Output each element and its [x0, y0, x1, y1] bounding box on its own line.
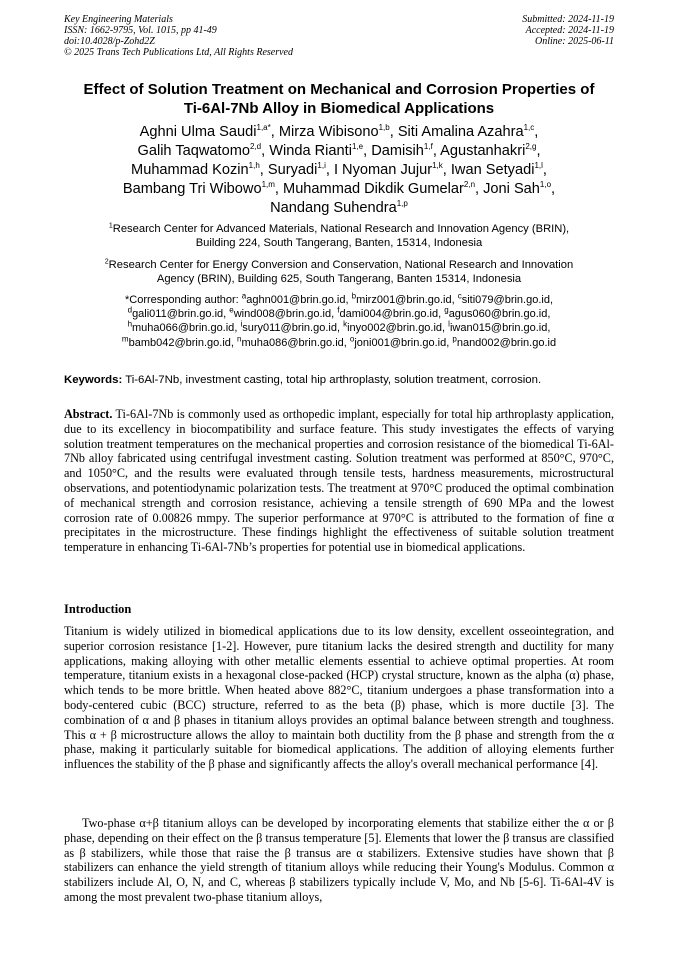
author-name: Damisih	[371, 143, 424, 159]
author-name: Winda Rianti	[269, 143, 352, 159]
accepted-date: Accepted: 2024-11-19	[525, 25, 614, 36]
email-address[interactable]: joni001@brin.go.id	[354, 336, 447, 349]
title-line-1: Effect of Solution Treatment on Mechanical and Corrosion Properties of	[83, 81, 595, 98]
email-marker: m	[121, 333, 129, 343]
author-name: Suryadi	[267, 162, 318, 178]
email-address[interactable]: dami004@brin.go.id	[339, 308, 439, 321]
author-name: Aghni Ulma Saudi	[139, 124, 257, 140]
email-address[interactable]: inyo002@brin.go.id	[347, 322, 443, 335]
affiliation-2	[64, 258, 614, 286]
author-affiliation-marker: 2,g	[525, 142, 537, 152]
author-affiliation-marker: 1,p	[396, 199, 408, 209]
introduction-paragraph-1: Titanium is widely utilized in biomedical applications due to its low density, excellent osseointegration, and superior corrosion resistance [1-2]. However, pure titanium lacks the desired strength and ductility for many applications, making alloying with other metallic elements essential to achieve optimal properties. At room temperature, titanium exists in a hexagonal close-packed (HCP) crystal structure, known as the alpha (α) phase, which tends to be more brittle. When heated above 882°C, titanium undergoes a phase transformation into a body-centered cubic (BCC) structure, referred to as the beta (β) phase, which is more ductile [3]. The combination of α and β phases in titanium alloys provides an optimal balance between strength and toughness. This α + β microstructure allows the alloy to maintain both ductility from the β phase and strength from the α phase, making it particularly suitable for biomedical applications. The addition of alloying elements further influences the stability of the β phase and significantly affects the alloy's overall mechanical performance [4].	[64, 624, 614, 772]
email-address[interactable]: siti079@brin.go.id	[461, 294, 550, 306]
author-name: Galih Taqwatomo	[137, 143, 250, 159]
email-marker: d	[127, 305, 133, 315]
email-address[interactable]: iwan015@brin.go.id	[449, 322, 548, 335]
issn-line: ISSN: 1662-9795, Vol. 1015, pp 41-49	[64, 25, 217, 36]
email-marker: f	[337, 305, 340, 315]
abstract	[64, 407, 614, 555]
keywords-text: Ti-6Al-7Nb, investment casting, total hip arthroplasty, solution treatment, corrosion.	[122, 374, 542, 386]
doi-line: doi:10.4028/p-Zohd2Z	[64, 36, 155, 47]
affiliation-1-line-2: Building 224, South Tangerang, Banten, 15314, Indonesia	[195, 237, 483, 249]
journal-header-right	[522, 14, 614, 47]
author-affiliation-marker: 1,m	[261, 180, 275, 190]
introduction-heading: Introduction	[64, 602, 132, 616]
author-name: Nandang Suhendra	[270, 200, 397, 216]
author-name: Mirza Wibisono	[278, 124, 379, 140]
email-marker: p	[452, 333, 457, 343]
introduction-paragraph-2: Two-phase α+β titanium alloys can be developed by incorporating elements that stabilize either the α or β phase, depending on their effect on the β transus temperature [5]. Elements that lower the β transus are classified as β stabilizers, while those that raise the β transus are α stabilizers. Extensive studies have shown that β stabilizers can enhance the yield strength of titanium alloys while reducing their Young's Modulus. Common α stabilizers include Al, O, N, and C, whereas β stabilizers typically include V, Mo, and Nb [5-6]. Ti-6Al-4V is among the most prevalent two-phase titanium alloys,	[64, 816, 614, 904]
keywords	[64, 373, 614, 387]
author-name: Muhammad Dikdik Gumelar	[283, 181, 464, 197]
author-name: Agustanhakri	[440, 143, 526, 159]
email-marker: h	[127, 319, 133, 329]
author-affiliation-marker: 1,l	[534, 161, 543, 171]
email-address[interactable]: aghn001@brin.go.id	[246, 294, 346, 306]
affiliation-1-line-1: Research Center for Advanced Materials, National Research and Innovation Agency (BRIN),	[112, 223, 570, 235]
affiliation-2-line-1: Research Center for Energy Conversion and Conservation, National Research and Innovation	[108, 259, 574, 271]
email-marker: b	[351, 291, 357, 301]
title-line-2: Ti-6Al-7Nb Alloy in Biomedical Applications	[183, 100, 495, 117]
abstract-label: Abstract.	[64, 407, 113, 421]
email-marker: n	[237, 333, 242, 343]
email-address[interactable]: wind008@brin.go.id	[233, 308, 332, 321]
email-address[interactable]: muha066@brin.go.id	[132, 322, 235, 335]
email-marker: c	[457, 291, 462, 301]
author-name: Muhammad Kozin	[131, 162, 249, 178]
author-affiliation-marker: 1,e	[351, 142, 364, 152]
author-affiliation-marker: 1,a*	[256, 123, 271, 133]
author-affiliation-marker: 1,f	[423, 142, 433, 152]
copyright-line: © 2025 Trans Tech Publications Ltd, All Rights Reserved	[64, 47, 293, 58]
author-affiliation-marker: 1,h	[248, 161, 260, 171]
email-marker: k	[343, 319, 348, 329]
email-address[interactable]: sury011@brin.go.id	[242, 322, 337, 335]
affiliation-2-marker: 2	[104, 258, 109, 266]
affiliation-2-line-2: Agency (BRIN), Building 625, South Tangerang, Banten 15314, Indonesia	[156, 273, 522, 285]
affiliation-1-marker: 1	[108, 222, 113, 230]
author-affiliation-marker: 1,o	[539, 180, 552, 190]
author-affiliation-marker: 2,d	[249, 142, 262, 152]
keywords-label: Keywords:	[64, 374, 123, 386]
author-affiliation-marker: 1,i	[317, 161, 326, 171]
email-address[interactable]: mirz001@brin.go.id	[356, 294, 452, 306]
email-address[interactable]: bamb042@brin.go.id	[128, 336, 231, 349]
author-name: Iwan Setyadi	[450, 162, 535, 178]
corresponding-label: *Corresponding author:	[124, 294, 242, 306]
author-affiliation-marker: 1,b	[378, 123, 390, 133]
email-address[interactable]: nand002@brin.go.id	[456, 336, 557, 349]
online-date: Online: 2025-06-11	[535, 36, 614, 47]
email-marker: i	[240, 319, 243, 329]
email-marker: g	[444, 305, 449, 315]
journal-header-left	[64, 14, 293, 58]
author-name: Siti Amalina Azahra	[397, 124, 524, 140]
submitted-date: Submitted: 2024-11-19	[522, 14, 614, 25]
email-marker: o	[349, 333, 355, 343]
email-marker: l	[448, 319, 450, 329]
email-address[interactable]: muha086@brin.go.id	[241, 336, 344, 349]
paper-title	[40, 80, 638, 118]
corresponding-emails: *Corresponding author: $^a$aghn001@brin.go.id, $^b$mirz001@brin.go.id, $^c$siti079@brin.go.id, $^d$gali011@brin.go.id, $^e$wind008@brin.go.id, $^f$dami004@brin.go.id, $^g$agus060@brin.go.id, $^h$muha066@brin.go.id, $^i$sury011@brin.go.id, $^k$inyo002@brin.go.id, $^l$iwan015@brin.go.id, $^m$bamb042@brin.go.id, $^n$muha086@brin.go.id, $^o$joni001@brin.go.id, $^p$nand002@brin.go.id	[121, 291, 557, 349]
email-address[interactable]: gali011@brin.go.id	[132, 308, 224, 321]
author-affiliation-marker: 1,c	[523, 123, 535, 133]
author-name: I Nyoman Jujur	[333, 162, 433, 178]
author-affiliation-marker: 2,n	[463, 180, 476, 190]
abstract-text: Ti-6Al-7Nb is commonly used as orthopedic implant, especially for total hip arthroplasty application, due to its excellency in biocompatibility and surface feature. This study investigates the effects of varying solution treatment temperatures on the mechanical properties and corrosion resistance of the biomedical Ti-6Al-7Nb alloy fabricated using centrifugal investment casting. Solution treatment was performed at 850°C, 970°C, and 1050°C, and the results were evaluated through tensile tests, hardness measurements, microstructural observations, and potentiodynamic polarization tests. The treatment at 970°C produced the optimal combination of mechanical strength and corrosion resistance, achieving a tensile strength of 690 MPa and the lowest corrosion rate of 0.00826 mmpy. The superior performance at 970°C is attributed to the formation of fine α precipitates in the microstructure. These findings highlight the effectiveness of suitable solution treatment temperature in enhancing Ti-6Al-7Nb’s properties for potential use in biomedical applications.	[64, 407, 614, 555]
journal-name: Key Engineering Materials	[64, 14, 173, 25]
email-marker: a	[241, 291, 247, 301]
author-list: Aghni Ulma Saudi$^{1,a*}$, Mirza Wibisono$^{1,b}$, Siti Amalina Azahra$^{1,c}$, Galih Taqwatomo$^{2,d}$, Winda Rianti$^{1,e}$, Damisih$^{1,f}$, Agustanhakri$^{2,g}$, Muhammad Kozin$^{1,h}$, Suryadi$^{1,i}$, I Nyoman Jujur$^{1,k}$, Iwan Setyadi$^{1,l}$, Bambang Tri Wibowo$^{1,m}$, Muhammad Dikdik Gumelar$^{2,n}$, Joni Sah$^{1,o}$, Nandang Suhendra$^{1,p}$	[122, 123, 556, 216]
author-name: Bambang Tri Wibowo	[122, 181, 262, 197]
email-address[interactable]: agus060@brin.go.id	[448, 308, 548, 321]
email-marker: e	[229, 305, 234, 315]
author-affiliation-marker: 1,k	[432, 161, 443, 171]
author-name: Joni Sah	[483, 181, 540, 197]
affiliation-1	[64, 222, 614, 250]
